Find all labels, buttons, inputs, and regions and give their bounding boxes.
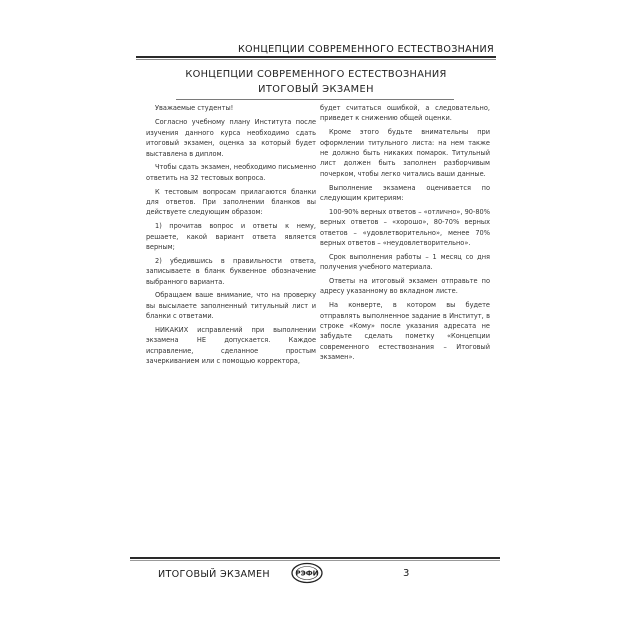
paragraph: Обращаем ваше внимание, что на проверку вы высылаете заполненный титульный лист и бланки с ответами. — [146, 291, 316, 321]
paragraph: Выполнение экзамена оценивается по следующим критериям: — [320, 183, 490, 203]
title-rule — [176, 99, 454, 100]
header-rule-thin — [136, 59, 496, 60]
header-rule — [136, 56, 496, 58]
paragraph: К тестовым вопросам прилагаются бланки для ответов. При заполнении бланков вы действуете следующим образом: — [146, 187, 316, 217]
document-subtitle: ИТОГОВЫЙ ЭКЗАМЕН — [258, 84, 374, 95]
footer-label: ИТОГОВЫЙ ЭКЗАМЕН — [158, 569, 270, 580]
institute-logo — [289, 562, 325, 584]
paragraph: Срок выполнения работы – 1 месяц со дня получения учебного материала. — [320, 252, 490, 272]
paragraph: Чтобы сдать экзамен, необходимо письменно ответить на 32 тестовых вопроса. — [146, 163, 316, 182]
paragraph: Ответы на итоговый экзамен отправьте по адресу указанному во вкладном листе. — [320, 277, 490, 296]
paragraph: будет считаться ошибкой, а следовательно, приведет к снижению общей оценки. — [320, 104, 490, 123]
page-number: 3 — [403, 568, 410, 579]
paragraph: НИКАКИХ исправлений при выполнении экзамена НЕ допускается. Каждое исправление, сделанное простым зачеркиванием или с помощью корректора, — [146, 326, 316, 366]
paragraph: На конверте, в котором вы будете отправлять выполненное задание в Институт, в строке «Кому» после указания адресата не забудьте сделать пометку «Концепции современного естествознания – Итоговый экзамен». — [320, 301, 490, 362]
paragraph: Кроме этого будьте внимательны при оформлении титульного листа: на нем также не должно быть никаких помарок. Титульный лист должен быть заполнен разборчивым почерком, чтобы легко читались ваши данные. — [320, 128, 490, 178]
running-header: КОНЦЕПЦИИ СОВРЕМЕННОГО ЕСТЕСТВОЗНАНИЯ — [237, 44, 494, 55]
logo-text: РЭФИ — [295, 569, 319, 578]
left-column — [146, 103, 316, 370]
footer-rule-thin — [130, 560, 500, 561]
paragraph: 1) прочитав вопрос и ответы к нему, решаете, какой вариант ответа является верным; — [146, 222, 316, 252]
footer-rule — [130, 557, 500, 559]
paragraph: 2) убедившись в правильности ответа, записываете в бланк буквенное обозначение выбранного варианта. — [146, 256, 316, 286]
document-title: КОНЦЕПЦИИ СОВРЕМЕННОГО ЕСТЕСТВОЗНАНИЯ — [185, 69, 447, 80]
paragraph: Согласно учебному плану Института после изучения данного курса необходимо сдать итоговый экзамен, оценка за который будет выставлена в диплом. — [146, 118, 316, 158]
paragraph: 100-90% верных ответов – «отлично», 90-80% верных ответов – «хорошо», 80-70% верных ответов – «удовлетворительно», менее 70% верных ответов – «неудовлетворительно». — [320, 207, 490, 248]
greeting: Уважаемые студенты! — [155, 104, 234, 112]
right-column — [320, 103, 490, 366]
